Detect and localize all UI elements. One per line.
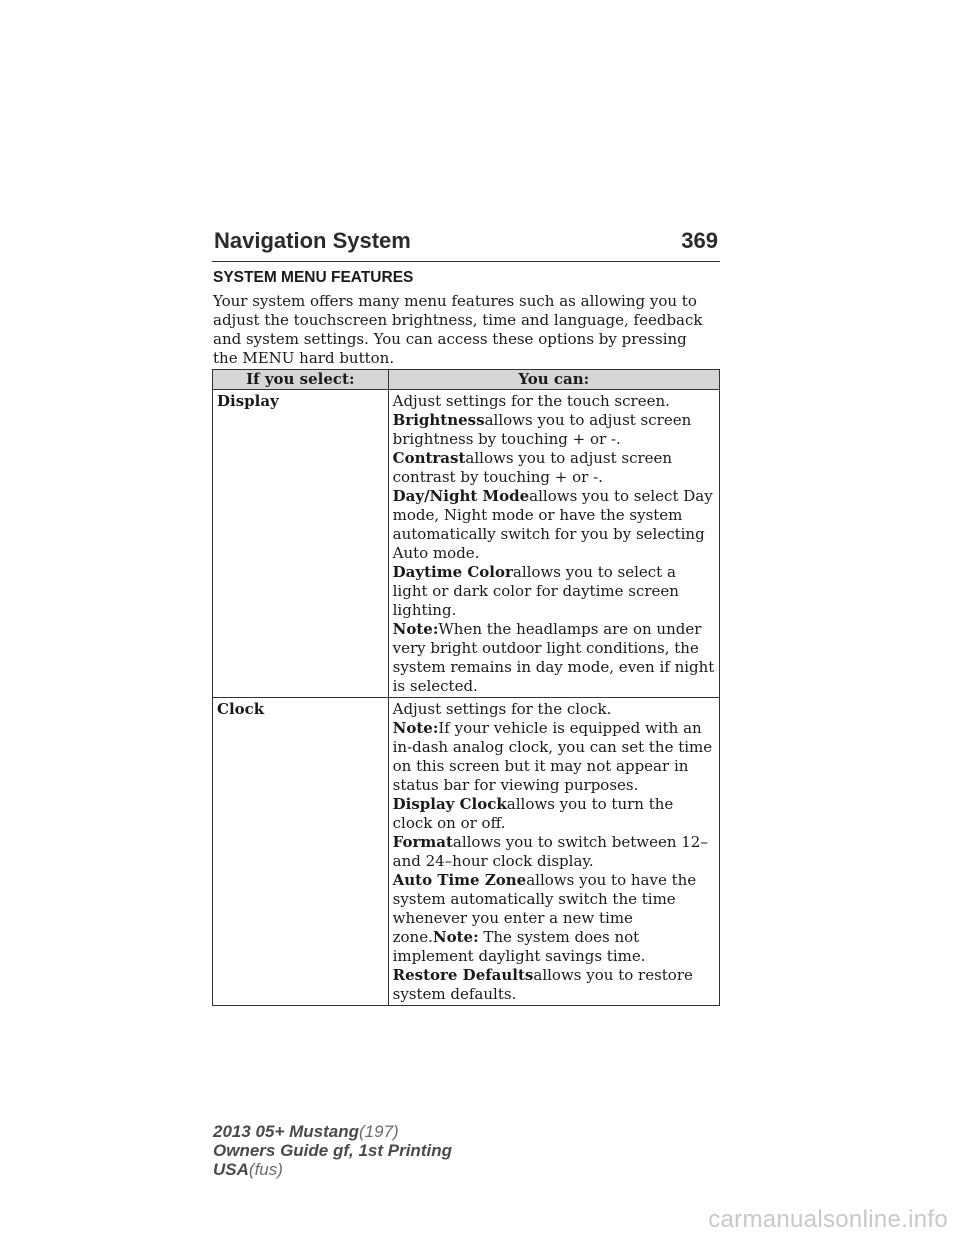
option-clock: Clock (213, 698, 389, 1006)
description-line (393, 966, 715, 1004)
footer-market: USA (213, 1160, 249, 1179)
column-header-action: You can: (388, 370, 719, 390)
description-text: allows you to turn the clock on or off. (392, 795, 674, 832)
description-text: When the headlamps are on under very bright outdoor light conditions, the system remains in day mode, even if night is selected. (392, 620, 715, 695)
description-line (393, 487, 715, 563)
section-heading: SYSTEM MENU FEATURES (213, 269, 414, 286)
feature-name: Contrast (392, 449, 466, 467)
table-header-row (213, 370, 720, 390)
column-header-option: If you select: (213, 370, 389, 390)
description-line (393, 449, 715, 487)
description-text: Adjust settings for the touch screen. (392, 392, 670, 410)
option-description (388, 390, 719, 698)
description-text: The system does not implement daylight savings time. (392, 928, 646, 965)
footer-line (213, 1122, 452, 1141)
note-label: Note: (432, 928, 479, 946)
feature-name: Format (392, 833, 453, 851)
watermark: carmanualsonline.info (708, 1206, 948, 1233)
description-text: Adjust settings for the clock. (392, 700, 612, 718)
page-number: 369 (681, 228, 718, 253)
description-line (393, 563, 715, 620)
page-title: Navigation System (214, 228, 411, 253)
footer-market-code: (fus) (248, 1160, 283, 1179)
description-text: allows you to select a light or dark color for daytime screen lighting. (392, 563, 679, 619)
description-line (393, 795, 715, 833)
document-footer (213, 1122, 452, 1179)
feature-name: Display Clock (392, 795, 507, 813)
footer-page-ref: (197) (359, 1122, 399, 1141)
description-line (393, 700, 715, 719)
description-text: allows you to adjust screen contrast by touching + or -. (392, 449, 673, 486)
description-text: allows you to adjust screen brightness by touching + or -. (392, 411, 692, 448)
description-line (393, 411, 715, 449)
note-label: Note: (392, 620, 439, 638)
description-text: allows you to restore system defaults. (392, 966, 693, 1003)
description-line (393, 871, 715, 966)
table-row (213, 698, 720, 1006)
description-text: allows you to switch between 12– and 24–hour clock display. (392, 833, 708, 870)
footer-line (213, 1141, 452, 1160)
note-label: Note: (392, 719, 439, 737)
description-text: If your vehicle is equipped with an in-dash analog clock, you can set the time on this screen but it may not appear in status bar for viewing purposes. (392, 719, 713, 794)
description-line (393, 719, 715, 795)
footer-line (213, 1160, 452, 1179)
footer-edition: Owners Guide gf, 1st Printing (213, 1141, 452, 1160)
feature-name: Day/Night Mode (392, 487, 530, 505)
description-text: allows you to have the system automatically switch the time whenever you enter a new time zone. (392, 871, 697, 946)
footer-model: 2013 05+ Mustang (213, 1122, 359, 1141)
header-divider (212, 261, 720, 262)
description-line (393, 833, 715, 871)
feature-name: Daytime Color (392, 563, 513, 581)
option-display: Display (213, 390, 389, 698)
intro-paragraph: Your system offers many menu features such as allowing you to adjust the touchscreen brightness, time and language, feedback and system settings. You can access these options by pressing the MENU hard button. (213, 292, 703, 367)
feature-name: Auto Time Zone (392, 871, 527, 889)
description-line (393, 620, 715, 696)
feature-name: Brightness (392, 411, 485, 429)
description-line (393, 392, 715, 411)
table-row (213, 390, 720, 698)
feature-name: Restore Defaults (392, 966, 534, 984)
description-text: allows you to select Day mode, Night mode or have the system automatically switch for you by selecting Auto mode. (392, 487, 713, 562)
menu-features-table (212, 369, 720, 1006)
option-description (388, 698, 719, 1006)
